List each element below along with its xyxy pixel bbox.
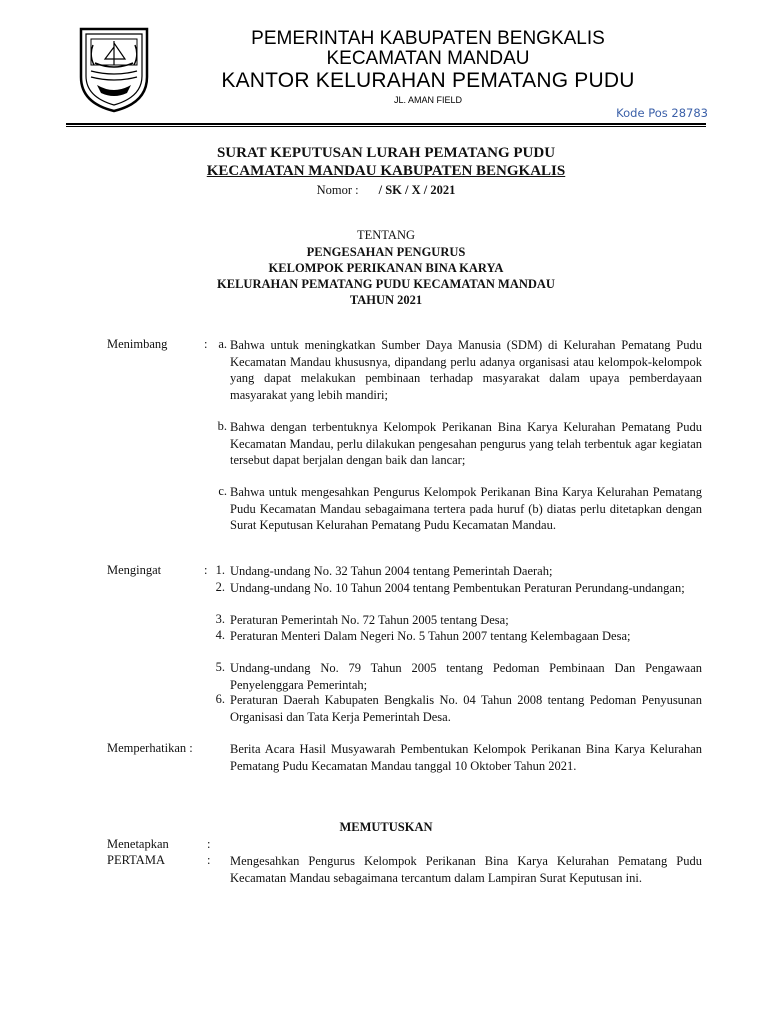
coat-of-arms-logo: [77, 25, 151, 113]
menetapkan-colon: :: [207, 837, 211, 851]
decree-subtitle: KECAMATAN MANDAU KABUPATEN BENGKALIS: [206, 163, 566, 179]
list-marker: c.: [218, 484, 227, 498]
list-marker: 2.: [215, 580, 225, 594]
postal-code: Kode Pos 28783: [616, 106, 708, 120]
menimbang-label: Menimbang: [107, 337, 168, 351]
memperhatikan-label: Memperhatikan :: [107, 741, 193, 755]
pertama-label: PERTAMA: [107, 853, 165, 867]
list-marker: a.: [218, 337, 227, 351]
list-item: Peraturan Menteri Dalam Negeri No. 5 Tahun 2007 tentang Kelembagaan Desa;: [230, 629, 631, 643]
about-line: KELOMPOK PERIKANAN BINA KARYA: [268, 261, 504, 275]
nomor-label: Nomor :: [316, 183, 359, 197]
list-item: Bahwa untuk meningkatkan Sumber Daya Manusia (SDM) di Kelurahan Pematang Pudu Kecamatan Mandau khususnya, dipandang perlu adanya organisasi atau kelompok-kelompok yang dapat melakukan pembinaan terhadap masyarakat dalam upaya pemberdayaan masyarakat yang lebih mandiri;: [230, 338, 702, 402]
header-rule-thick: [66, 123, 706, 125]
list-marker: 5.: [215, 660, 225, 674]
list-marker: 1.: [215, 563, 225, 577]
mengingat-label: Mengingat: [107, 563, 162, 577]
decision-heading: MEMUTUSKAN: [339, 820, 433, 834]
decree-number: [66, 183, 706, 198]
header-district: KECAMATAN MANDAU: [326, 48, 530, 69]
decree-title: SURAT KEPUTUSAN LURAH PEMATANG PUDU: [216, 145, 556, 161]
list-marker: 6.: [215, 692, 225, 706]
list-item: Peraturan Pemerintah No. 72 Tahun 2005 tentang Desa;: [230, 613, 509, 627]
menetapkan-label: Menetapkan: [107, 837, 169, 851]
list-marker: 3.: [215, 612, 225, 626]
list-item: Undang-undang No. 10 Tahun 2004 tentang Pembentukan Peraturan Perundang-undangan;: [230, 581, 685, 595]
menimbang-colon: :: [204, 337, 208, 351]
about-line: PENGESAHAN PENGURUS: [306, 245, 466, 259]
list-item: Undang-undang No. 32 Tahun 2004 tentang Pemerintah Daerah;: [230, 564, 553, 578]
list-marker: 4.: [215, 628, 225, 642]
list-item: Bahwa untuk mengesahkan Pengurus Kelompok Perikanan Bina Karya Kelurahan Pematang Pudu Kecamatan Mandau sebagaimana tertera pada huruf (b) diatas perlu ditetapkan dengan Surat Keputusan Kelurahan Pematang Pudu Kecamatan Mandau.: [230, 485, 702, 532]
list-item: Bahwa dengan terbentuknya Kelompok Perikanan Bina Karya Kelurahan Pematang Pudu Kecamatan Mandau, perlu dilakukan pengesahan pengurus yang telah terbentuk agar kegiatan tersebut dapat berjalan dengan baik dan lancar;: [230, 420, 702, 467]
header-office: KANTOR KELURAHAN PEMATANG PUDU: [221, 69, 635, 92]
header-rule-thin: [66, 126, 706, 127]
pertama-text: Mengesahkan Pengurus Kelompok Perikanan Bina Karya Kelurahan Pematang Pudu Kecamatan Mandau sebagaimana tercantum dalam Lampiran Surat Keputusan ini.: [230, 854, 702, 885]
about-line: TAHUN 2021: [349, 293, 423, 307]
header-government: PEMERINTAH KABUPATEN BENGKALIS: [251, 28, 605, 49]
mengingat-colon: :: [204, 563, 208, 577]
list-item: Undang-undang No. 79 Tahun 2005 tentang Pedoman Pembinaan Dan Pengawaan Penyelenggara Pemerintah;: [230, 661, 702, 692]
list-item: Peraturan Daerah Kabupaten Bengkalis No. 04 Tahun 2008 tentang Pedoman Penyusunan Organisasi dan Tata Kerja Pemerintah Desa.: [230, 693, 702, 724]
about-line: KELURAHAN PEMATANG PUDU KECAMATAN MANDAU: [217, 277, 555, 291]
pertama-colon: :: [207, 853, 211, 867]
nomor-value: / SK / X / 2021: [378, 183, 456, 197]
header-address: JL. AMAN FIELD: [393, 95, 463, 105]
about-heading: TENTANG: [356, 228, 415, 242]
memperhatikan-text: Berita Acara Hasil Musyawarah Pembentukan Kelompok Perikanan Bina Karya Kelurahan Pematang Pudu Kecamatan Mandau tanggal 10 Oktober Tahun 2021.: [230, 742, 702, 773]
list-marker: b.: [217, 419, 227, 433]
